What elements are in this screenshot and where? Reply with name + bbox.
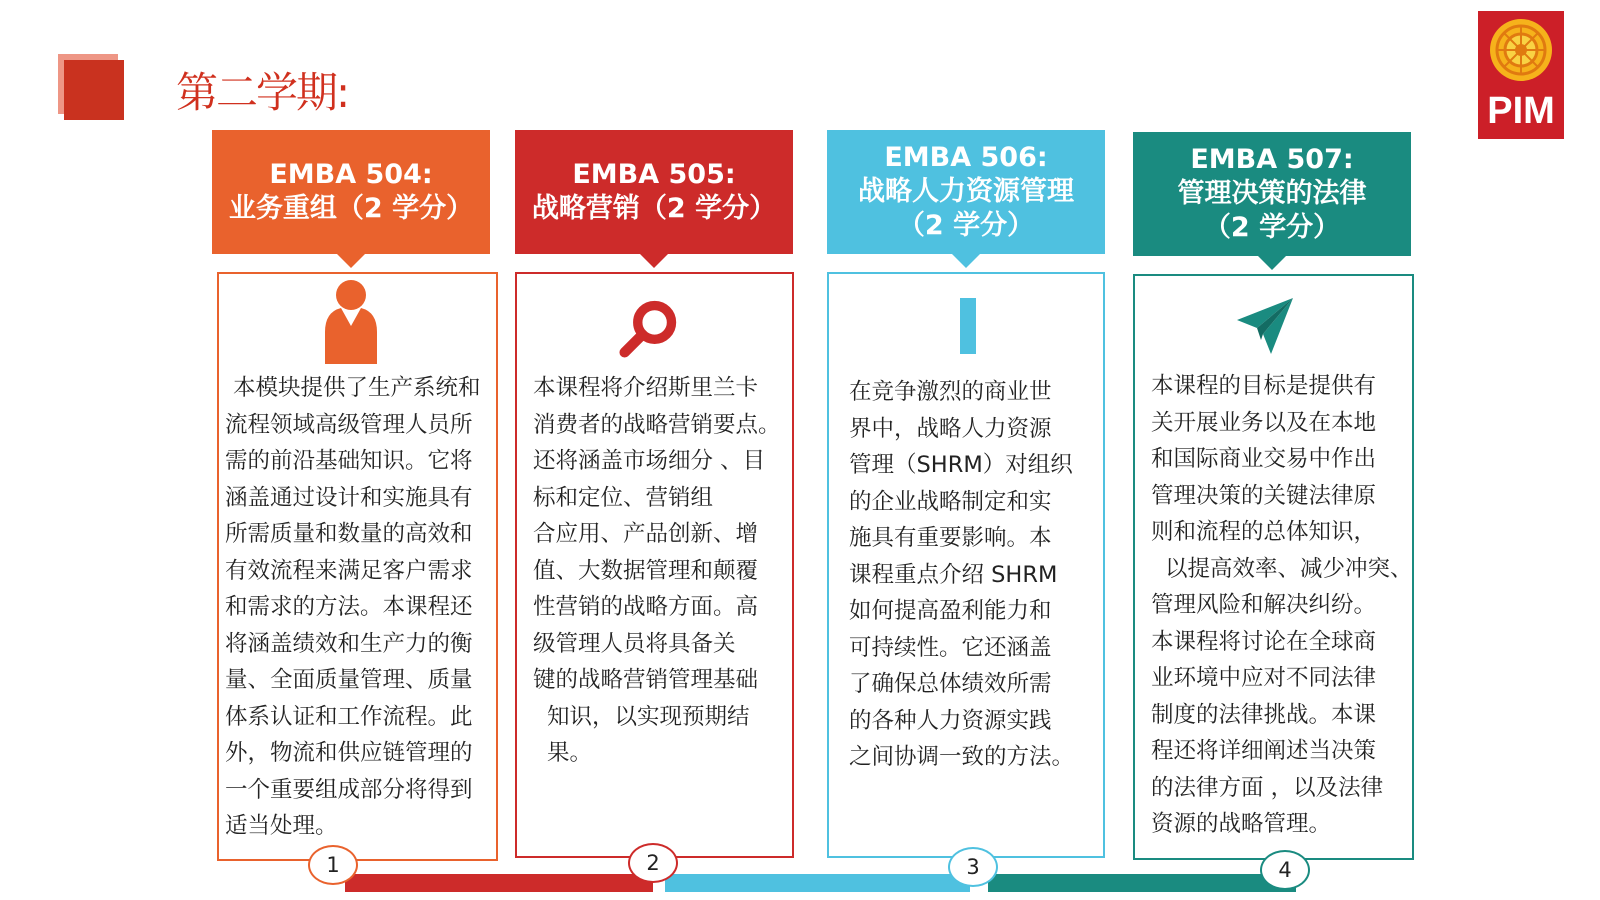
description-line: 级管理人员将具备关 — [533, 630, 736, 657]
header-pointer — [1258, 256, 1286, 270]
logo-text: PIM — [1487, 90, 1555, 132]
page-title: 第二学期: — [176, 68, 349, 117]
course-title: 战略营销（2 学分） — [531, 193, 777, 224]
card-header-emba-505 — [515, 130, 793, 254]
course-code: EMBA 507: — [1190, 144, 1354, 175]
description-line: 键的战略营销管理基础 — [533, 667, 759, 693]
description-line: 体系认证和工作流程。此 — [225, 703, 473, 730]
description-line: 标和定位、营销组 — [533, 484, 714, 511]
description-line: 性营销的战略方面。高 — [533, 594, 759, 620]
card-body-emba-505 — [515, 272, 794, 858]
description-line: 和需求的方法。本课程还 — [225, 594, 473, 620]
course-code: EMBA 506: — [884, 142, 1048, 173]
description-line: 则和流程的总体知识， — [1151, 519, 1377, 545]
course-code: EMBA 505: — [572, 159, 736, 190]
description-line: 程还将详细阐述当决策 — [1151, 738, 1377, 764]
course-title: 业务重组（2 学分） — [228, 193, 474, 224]
description-line: 关开展业务以及在本地 — [1151, 409, 1377, 436]
description-line: 的各种人力资源实践 — [849, 707, 1052, 734]
description-line: 的企业战略制定和实 — [849, 488, 1052, 515]
card-body-emba-506 — [827, 272, 1105, 858]
course-credits: （2 学分） — [1203, 212, 1341, 243]
step-marker-4: 4 — [1260, 850, 1310, 890]
course-credits: （2 学分） — [897, 210, 1035, 241]
header-pointer — [337, 254, 365, 268]
step-marker-1: 1 — [308, 845, 358, 885]
description-line: 业环境中应对不同法律 — [1151, 665, 1377, 691]
card-header-emba-506 — [827, 130, 1105, 254]
description-line: 一个重要组成部分将得到 — [225, 776, 473, 803]
course-description — [849, 374, 1101, 776]
card-header-emba-504 — [212, 130, 490, 254]
step-marker-2: 2 — [628, 843, 678, 883]
magnifier-icon — [619, 298, 679, 358]
timeline-segment-blue — [665, 874, 970, 892]
timeline-segment-teal — [988, 874, 1296, 892]
course-description — [225, 370, 493, 845]
description-line: 值、大数据管理和颠覆 — [533, 557, 759, 584]
description-line: 所需质量和数量的高效和 — [225, 521, 473, 547]
description-line: 本课程将介绍斯里兰卡 — [533, 375, 759, 401]
description-line: 管理决策的关键法律原 — [1151, 482, 1377, 509]
description-line: 如何提高盈利能力和 — [849, 598, 1052, 624]
description-line: 管理（SHRM）对组织 — [849, 452, 1073, 478]
description-line: 涵盖通过设计和实施具有 — [225, 484, 473, 511]
card-body-emba-507 — [1133, 274, 1414, 860]
description-line: 外，物流和供应链管理的 — [225, 740, 473, 766]
card-header-emba-507 — [1133, 132, 1411, 256]
course-code: EMBA 504: — [269, 159, 433, 190]
description-line: 有效流程来满足客户需求 — [225, 557, 473, 584]
description-line: 本模块提供了生产系统和 — [233, 375, 481, 401]
description-line: 资源的战略管理。 — [1151, 811, 1332, 837]
description-line: 还将涵盖市场细分 、目 — [533, 448, 766, 474]
description-line: 制度的法律挑战。本课 — [1151, 701, 1377, 728]
step-marker-3: 3 — [948, 847, 998, 887]
course-description — [533, 370, 791, 772]
description-line: 之间协调一致的方法。 — [849, 744, 1075, 770]
description-line: 和国际商业交易中作出 — [1151, 446, 1377, 472]
description-line: 流程领域高级管理人员所 — [225, 411, 473, 438]
bar-icon — [960, 298, 976, 354]
description-line: 界中，战略人力资源 — [849, 415, 1052, 442]
description-line: 了确保总体绩效所需 — [849, 671, 1052, 697]
card-body-emba-504 — [217, 272, 498, 861]
description-line: 的法律方面 ，以及法律 — [1151, 774, 1384, 801]
description-line: 知识，以实现预期结果。 — [547, 703, 750, 766]
header-pointer — [952, 254, 980, 268]
description-line: 本课程将讨论在全球商 — [1151, 628, 1377, 655]
title-decoration-square-front — [64, 60, 124, 120]
description-line: 适当处理。 — [225, 813, 338, 839]
person-icon — [319, 280, 383, 364]
header-pointer — [640, 254, 668, 268]
paper-plane-icon — [1235, 296, 1295, 356]
description-line: 施具有重要影响。本 — [849, 525, 1052, 551]
description-line: 本课程的目标是提供有 — [1151, 373, 1377, 399]
description-line: 可持续性。它还涵盖 — [849, 634, 1052, 661]
description-line: 将涵盖绩效和生产力的衡 — [225, 630, 473, 657]
description-line: 量、全面质量管理、质量 — [225, 667, 473, 693]
description-line: 管理风险和解决纠纷。 — [1151, 592, 1377, 618]
course-title: 战略人力资源管理 — [858, 176, 1074, 207]
description-line: 消费者的战略营销要点。 — [533, 411, 781, 438]
course-title: 管理决策的法律 — [1177, 178, 1367, 209]
timeline-segment-red — [345, 874, 653, 892]
description-line: 以提高效率、减少冲突、 — [1165, 555, 1413, 582]
pim-logo — [1478, 11, 1564, 139]
description-line: 课程重点介绍 SHRM — [849, 561, 1058, 588]
description-line: 需的前沿基础知识。它将 — [225, 448, 473, 474]
description-line: 在竞争激烈的商业世 — [849, 379, 1052, 405]
description-line: 合应用、产品创新、增 — [533, 521, 759, 547]
course-description — [1151, 368, 1413, 843]
dharma-wheel-icon — [1488, 17, 1554, 83]
